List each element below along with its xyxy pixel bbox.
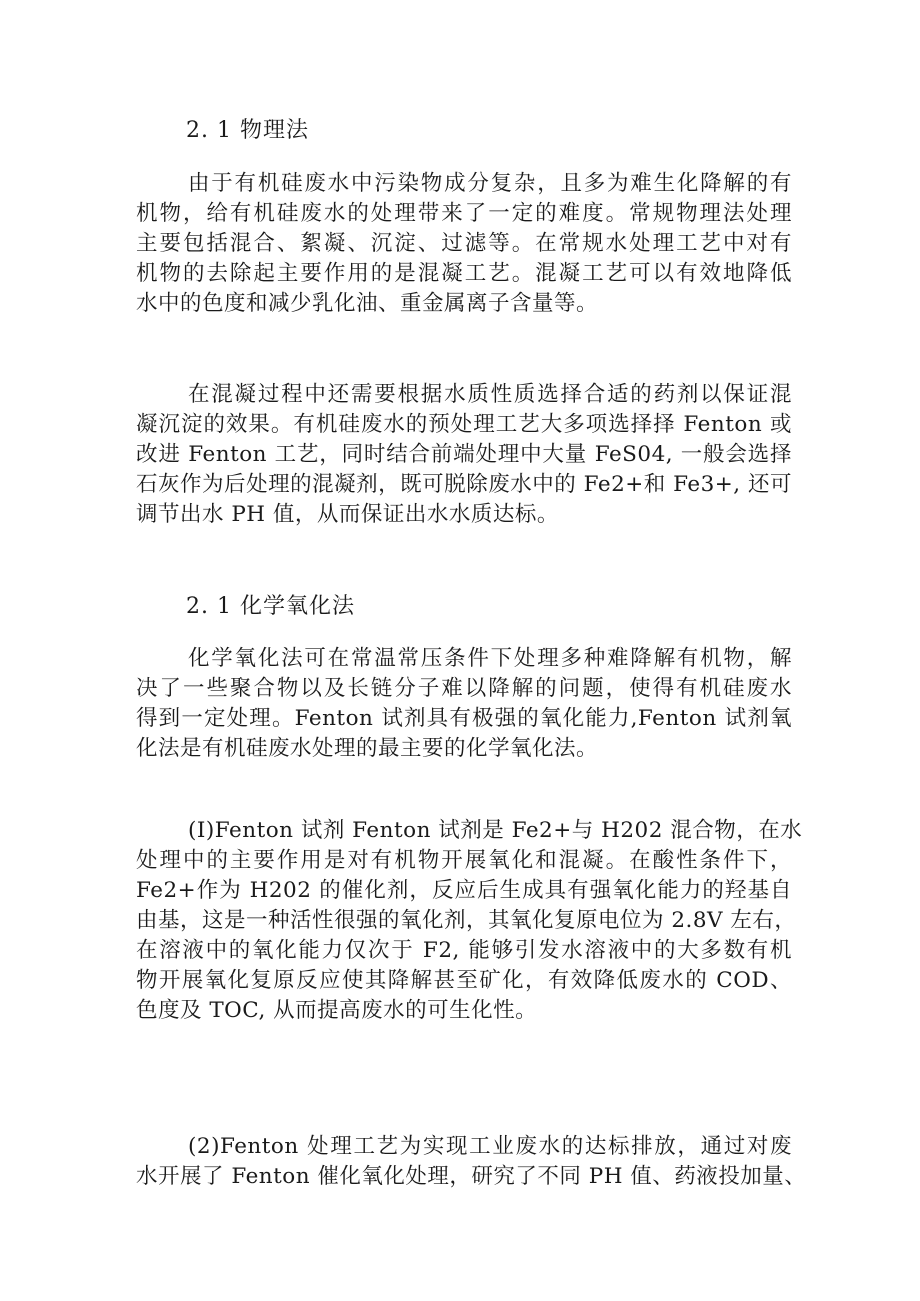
text-line: 在溶液中的氧化能力仅次于 F2, 能够引发水溶液中的大多数有机 (136, 938, 792, 963)
paragraph-fenton-process (136, 1132, 807, 1192)
text-line: Fe2+作为 H202 的催化剂，反应后生成具有强氧化能力的羟基自 (136, 878, 792, 903)
text-line: 色度及 TOC, 从而提高废水的可生化性。 (136, 998, 538, 1023)
text-line: 决了一些聚合物以及长链分子难以降解的问题，使得有机硅废水 (136, 676, 792, 701)
text-line: 得到一定处理。Fenton 试剂具有极强的氧化能力,Fenton 试剂氧 (136, 706, 792, 731)
text-line: 化法是有机硅废水处理的最主要的化学氧化法。 (136, 736, 599, 761)
text-line: 凝沉淀的效果。有机硅废水的预处理工艺大多项选择择 Fenton 或 (136, 412, 792, 437)
text-line: 调节出水 PH 值，从而保证出水水质达标。 (136, 502, 559, 527)
text-line: 由基，这是一种活性很强的氧化剂，其氧化复原电位为 2.8V 左右， (136, 908, 797, 933)
text-line: 处理中的主要作用是对有机物开展氧化和混凝。在酸性条件下， (136, 848, 792, 873)
paragraph-coagulation (136, 380, 792, 530)
paragraph-physical-intro (136, 169, 792, 319)
text-line: 物开展氧化复原反应使其降解甚至矿化，有效降低废水的 COD、 (136, 968, 792, 993)
text-line: 水开展了 Fenton 催化氧化处理，研究了不同 PH 值、药液投加量、 (136, 1164, 807, 1189)
text-line: 在混凝过程中还需要根据水质性质选择合适的药剂以保证混 (188, 382, 792, 407)
text-line: 改进 Fenton 工艺，同时结合前端处理中大量 FeS04, 一般会选择 (136, 442, 792, 467)
paragraph-chemical-intro (136, 644, 792, 764)
text-line: 主要包括混合、絮凝、沉淀、过滤等。在常规水处理工艺中对有 (136, 231, 792, 256)
text-line: (I)Fenton 试剂 Fenton 试剂是 Fe2+与 H202 混合物，在水 (188, 818, 803, 843)
text-line: 机物的去除起主要作用的是混凝工艺。混凝工艺可以有效地降低 (136, 261, 792, 286)
text-line: (2)Fenton 处理工艺为实现工业废水的达标排放，通过对废 (188, 1134, 792, 1159)
section-heading-physical: 2. 1 物理法 (186, 118, 309, 143)
section-heading-chemical-oxidation: 2. 1 化学氧化法 (186, 594, 355, 619)
text-line: 机物，给有机硅废水的处理带来了一定的难度。常规物理法处理 (136, 201, 792, 226)
text-line: 由于有机硅废水中污染物成分复杂，且多为难生化降解的有 (188, 171, 792, 196)
paragraph-fenton-reagent (136, 816, 803, 1026)
text-line: 化学氧化法可在常温常压条件下处理多种难降解有机物，解 (188, 646, 792, 671)
text-line: 水中的色度和减少乳化油、重金属离子含量等。 (136, 291, 599, 316)
text-line: 石灰作为后处理的混凝剂，既可脱除废水中的 Fe2+和 Fe3+, 还可 (136, 472, 792, 497)
